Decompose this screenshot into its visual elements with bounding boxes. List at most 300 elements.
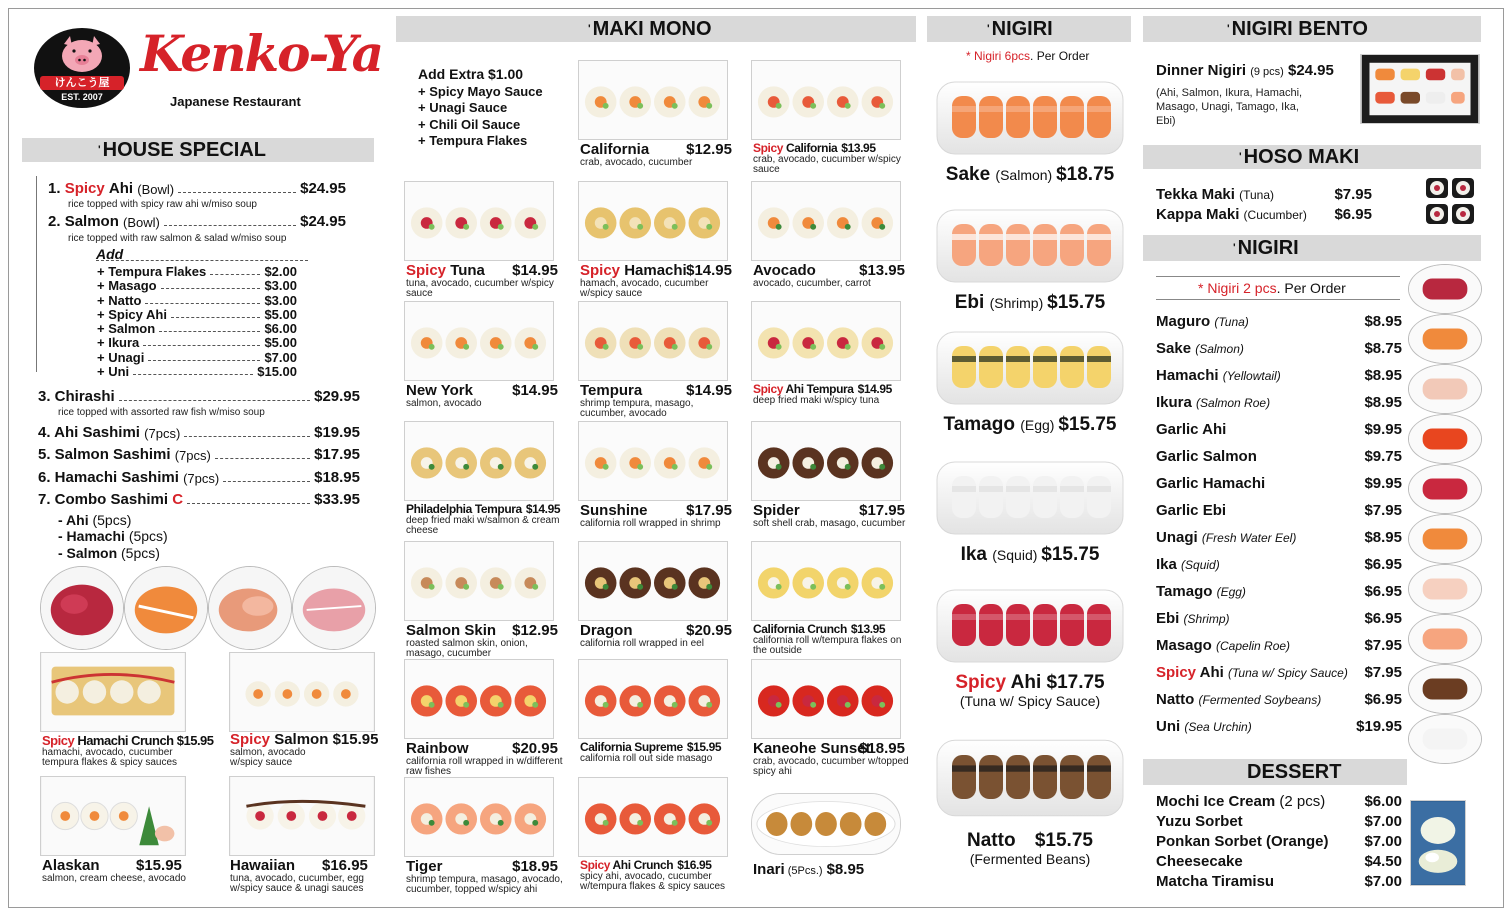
nigiri-photo — [1408, 664, 1482, 714]
maki-item-name — [406, 740, 564, 757]
nigiri2-price: $8.95 — [1364, 313, 1402, 330]
maki-item-name — [580, 382, 738, 399]
maki-item — [753, 141, 911, 175]
maki-price: $14.95 — [512, 262, 558, 279]
extras-title: Add Extra $1.00 — [418, 66, 524, 82]
sashimi-photo — [208, 566, 292, 650]
dessert-item — [1156, 833, 1402, 855]
maki-price: $13.95 — [850, 622, 886, 636]
nigiri2-name: Garlic Hamachi — [1156, 475, 1266, 492]
maki-name: California Crunch — [753, 622, 847, 636]
maki-desc: spicy ahi, avocado, cucumber w/tempura flakes & spicy sauces — [580, 871, 726, 892]
maki-name: California — [580, 141, 650, 158]
nigiri-price: $17.75 — [1046, 672, 1105, 693]
nigiri-plate-photo — [934, 76, 1126, 160]
nigiri-photo — [1408, 314, 1482, 364]
sashimi-photo — [40, 566, 124, 650]
nigiri2-price: $8.75 — [1364, 340, 1402, 357]
roll-photo — [404, 181, 554, 261]
nigiri-name: Natto — [967, 830, 1021, 851]
maki-price: $17.95 — [859, 502, 905, 519]
nigiri-plate-photo — [934, 456, 1126, 540]
nigiri2-item — [1156, 502, 1402, 524]
maki-desc: crab, avocado, cucumber w/topped spicy ahi — [753, 756, 909, 777]
house-item-1 — [48, 180, 346, 197]
nigiri2-item — [1156, 664, 1402, 686]
maki-name: Tuna — [450, 262, 485, 279]
maki-name: Ahi Crunch — [612, 858, 674, 872]
nigiri2-sub: (Capelin Roe) — [1216, 639, 1291, 653]
dessert-name: Mochi Ice Cream — [1156, 793, 1280, 810]
dessert-item — [1156, 793, 1402, 815]
nigiri-name: Tamago — [943, 414, 1021, 435]
maki-item-name — [580, 262, 738, 279]
roll-photo — [404, 777, 554, 857]
nigiri2-item — [1156, 610, 1402, 632]
spicy-label: Spicy — [406, 262, 451, 279]
roll-photo — [751, 301, 901, 381]
nigiri-sub: (Salmon) — [995, 167, 1057, 183]
maki-item-name — [406, 622, 564, 639]
add-item: + Salmon $6.00 — [97, 321, 297, 336]
bento-desc: (Ahi, Salmon, Ikura, Hamachi, Masago, Unagi, Tamago, Ika, Ebi) — [1156, 87, 1303, 127]
nigiri-sub: (Tuna w/ Spicy Sauce) — [959, 693, 1101, 709]
dessert-photo — [1410, 800, 1466, 886]
add-item: + Natto $3.00 — [97, 293, 297, 308]
left-roll-caption: Spicy Hamachi Crunch $15.95 hamachi, avocado, cucumber tempura flakes & spicy sauces — [42, 733, 214, 768]
nigiri2-item — [1156, 583, 1402, 605]
nigiri2-name: Ahi — [1199, 664, 1228, 681]
house-item-3: 3. Chirashi $29.95 — [38, 388, 360, 405]
maki-name: Hamachi — [624, 262, 687, 279]
maki-desc: soft shell crab, masago, cucumber — [753, 518, 906, 529]
nigiri-plate-photo — [934, 734, 1126, 822]
maki-note: (5Pcs.) — [784, 865, 823, 877]
nigiri6-item — [928, 672, 1132, 708]
nigiri2-item — [1156, 718, 1402, 740]
nigiri-price: $15.75 — [1058, 414, 1117, 435]
add-label: Add — [96, 246, 124, 262]
roll-photo — [578, 301, 728, 381]
roll-photo — [404, 659, 554, 739]
maki-desc: avocado, cucumber, carrot — [753, 278, 871, 289]
nigiri2-sub: (Yellowtail) — [1222, 369, 1281, 383]
maki-price: $12.95 — [686, 141, 732, 158]
roll-photo — [404, 421, 554, 501]
maki-desc: salmon, avocado — [406, 398, 482, 409]
maki-desc: shrimp tempura, masago, avocado, cucumber, topped w/spicy ahi — [406, 874, 563, 895]
nigiri2-item — [1156, 421, 1402, 443]
dessert-price: $7.00 — [1364, 813, 1402, 830]
combo-part: - Salmon (5pcs) — [58, 545, 160, 561]
nigiri6-item — [928, 544, 1132, 566]
maki-name: Salmon Skin — [406, 622, 497, 639]
nigiri-sub: (Squid) — [992, 547, 1042, 563]
maki-desc: deep fried maki w/spicy tuna — [753, 395, 880, 406]
roll-photo — [751, 421, 901, 501]
maki-item — [580, 858, 738, 892]
nigiri2-price: $9.75 — [1364, 448, 1402, 465]
nigiri2-sub: (Fresh Water Eel) — [1201, 531, 1297, 545]
nigiri2-name: Hamachi — [1156, 367, 1223, 384]
nigiri-photo — [1408, 464, 1482, 514]
maki-item — [406, 858, 564, 895]
maki-price: $20.95 — [512, 740, 558, 757]
maki-desc: deep fried maki w/salmon & cream cheese — [406, 515, 560, 536]
maki-item — [753, 502, 911, 529]
nigiri2-name: Ika — [1156, 556, 1182, 573]
add-underline — [96, 260, 308, 261]
nigiri2-item — [1156, 691, 1402, 713]
maki-item-name — [406, 502, 564, 516]
maki-item — [753, 262, 911, 289]
nigiri2-price: $9.95 — [1364, 421, 1402, 438]
nigiri2-item — [1156, 529, 1402, 551]
house-item-1-desc: rice topped with spicy raw ahi w/miso soup — [68, 199, 257, 210]
nigiri2-name: Garlic Ebi — [1156, 502, 1227, 519]
dessert-item — [1156, 853, 1402, 875]
nigiri2-price: $7.95 — [1364, 502, 1402, 519]
spicy-label: Spicy — [955, 672, 1011, 693]
nigiri2-sub: (Salmon) — [1195, 342, 1244, 356]
maki-name: Kaneohe Sunset — [753, 740, 871, 757]
roll-photo — [404, 301, 554, 381]
maki-name: Ahi Tempura — [785, 382, 854, 396]
left-roll-caption: Alaskan $15.95 salmon, cream cheese, avocado — [42, 857, 186, 884]
house-item-6: 6. Hamachi Sashimi (7pcs) $18.95 — [38, 469, 360, 486]
nigiri-photo — [1408, 614, 1482, 664]
left-roll-caption: Spicy Salmon $15.95 salmon, avocado w/spicy sauce — [230, 731, 379, 768]
spicy-label: Spicy — [753, 382, 786, 396]
brand-tagline: Japanese Restaurant — [170, 94, 301, 109]
nigiri2-sub: (Sea Urchin) — [1184, 720, 1252, 734]
maki-name: California — [785, 141, 838, 155]
dessert-name: Ponkan Sorbet (Orange) — [1156, 833, 1329, 850]
nigiri2-name: Unagi — [1156, 529, 1202, 546]
nigiri-photo — [1408, 564, 1482, 614]
maki-desc: california roll out side masago — [580, 753, 713, 764]
nigiri2-name: Garlic Ahi — [1156, 421, 1227, 438]
roll-photo — [229, 652, 375, 732]
nigiri6-item — [928, 164, 1132, 186]
nigiri2-price: $7.95 — [1364, 637, 1402, 654]
maki-item — [406, 740, 564, 777]
nigiri2-header: ' NIGIRI — [1143, 235, 1481, 261]
maki-item — [580, 262, 738, 299]
roll-photo — [40, 776, 186, 856]
maki-name: New York — [406, 382, 473, 399]
maki-desc: california roll w/tempura flakes on the outside — [753, 635, 902, 656]
maki-item-name — [406, 262, 564, 279]
dessert-name: Yuzu Sorbet — [1156, 813, 1243, 830]
extras-item: + Tempura Flakes — [418, 133, 528, 148]
maki-price: $17.95 — [686, 502, 732, 519]
nigiri-photo — [1408, 514, 1482, 564]
nigiri6-item — [928, 830, 1132, 866]
nigiri2-price: $6.95 — [1364, 556, 1402, 573]
add-item: + Uni $15.00 — [97, 364, 297, 379]
nigiri2-price: $8.95 — [1364, 367, 1402, 384]
nigiri-sub: (Fermented Beans) — [969, 851, 1091, 867]
sashimi-photo — [124, 566, 208, 650]
maki-item-name — [580, 740, 738, 754]
house-special-bracket — [36, 176, 37, 372]
maki-item-name — [580, 502, 738, 519]
maki-name: Sunshine — [580, 502, 648, 519]
nigiri2-price: $9.95 — [1364, 475, 1402, 492]
maki-price: $14.95 — [512, 382, 558, 399]
roll-photo — [578, 421, 728, 501]
nigiri2-name: Garlic Salmon — [1156, 448, 1257, 465]
roll-photo — [751, 181, 901, 261]
house-item-7: 7. Combo Sashimi C $33.95 — [38, 491, 360, 508]
maki-name: Tempura — [580, 382, 643, 399]
nigiri2-name: Uni — [1156, 718, 1185, 735]
maki-item-name — [406, 382, 564, 399]
nigiri-price: $15.75 — [1041, 544, 1100, 565]
maki-name: Rainbow — [406, 740, 469, 757]
dessert-item — [1156, 813, 1402, 835]
nigiri2-name: Natto — [1156, 691, 1199, 708]
maki-name: California Supreme — [580, 740, 683, 754]
maki-price: $18.95 — [859, 740, 905, 757]
maki-item — [580, 740, 738, 764]
nigiri2-item — [1156, 448, 1402, 470]
maki-item — [753, 622, 911, 656]
maki-name: Avocado — [753, 262, 816, 279]
nigiri-name: Sake — [945, 164, 996, 185]
hoso-item: Tekka Maki (Tuna) $7.95 — [1156, 186, 1372, 203]
house-item-2 — [48, 213, 346, 230]
nigiri2-sub: (Shrimp) — [1183, 612, 1230, 626]
left-roll-caption: Hawaiian $16.95 tuna, avocado, cucumber, egg w/spicy sauce & unagi sauces — [230, 857, 368, 894]
roll-photo — [578, 777, 728, 857]
roll-photo — [578, 541, 728, 621]
maki-item-name — [753, 262, 911, 279]
nigiri-price: $15.75 — [1034, 830, 1093, 851]
house-item-2-number: 2. — [48, 213, 61, 230]
maki-desc: shrimp tempura, masago, cucumber, avocado — [580, 398, 694, 419]
sashimi-photo — [292, 566, 376, 650]
nigiri6-item — [928, 414, 1132, 436]
nigiri2-sub: (Fermented Soybeans) — [1198, 693, 1322, 707]
maki-desc: hamach, avocado, cucumber w/spicy sauce — [580, 278, 709, 299]
nigiri2-note: * Nigiri 2 pcs. Per Order — [1198, 280, 1346, 296]
maki-desc: tuna, avocado, cucumber w/spicy sauce — [406, 278, 554, 299]
nigiri-photo — [1408, 714, 1482, 764]
maki-name: Inari — [753, 861, 785, 878]
hoso-item: Kappa Maki (Cucumber) $6.95 — [1156, 206, 1372, 223]
maki-mono-header: ' MAKI MONO — [396, 16, 916, 42]
add-item: + Masago $3.00 — [97, 278, 297, 293]
maki-price: $13.95 — [859, 262, 905, 279]
combo-part: - Hamachi (5pcs) — [58, 528, 168, 544]
maki-item-name — [580, 622, 738, 639]
nigiri-photo — [1408, 264, 1482, 314]
nigiri-name: Ika — [960, 544, 993, 565]
roll-photo — [751, 60, 901, 140]
maki-desc: roasted salmon skin, onion, masago, cucumber — [406, 638, 528, 659]
maki-item — [753, 740, 911, 777]
maki-name: Tiger — [406, 858, 443, 875]
nigiri2-price: $8.95 — [1364, 394, 1402, 411]
maki-desc: california roll wrapped in shrimp — [580, 518, 721, 529]
nigiri-photo — [1408, 364, 1482, 414]
maki-item-name — [753, 141, 911, 155]
dessert-price: $6.00 — [1364, 793, 1402, 810]
nigiri-bento-header: ' NIGIRI BENTO — [1143, 16, 1481, 42]
roll-photo — [578, 60, 728, 140]
nigiri2-name: Ikura — [1156, 394, 1197, 411]
bento-line: Dinner Nigiri (9 pcs) $24.95 — [1156, 62, 1334, 79]
nigiri2-item — [1156, 475, 1402, 497]
maki-item-name — [406, 858, 564, 875]
logo — [34, 28, 130, 108]
nigiri6-item — [928, 292, 1132, 314]
maki-item — [580, 382, 738, 419]
roll-photo — [578, 659, 728, 739]
nigiri2-item — [1156, 340, 1402, 362]
nigiri2-name: Ebi — [1156, 610, 1184, 627]
nigiri2-name: Maguro — [1156, 313, 1215, 330]
extras-item: + Chili Oil Sauce — [418, 117, 521, 132]
maki-item — [406, 622, 564, 659]
add-item: + Unagi $7.00 — [97, 350, 297, 365]
add-item: + Tempura Flakes $2.00 — [97, 264, 297, 279]
nigiri-photo — [1408, 414, 1482, 464]
brand-name: Kenko-Ya — [140, 24, 382, 83]
maki-price: $20.95 — [686, 622, 732, 639]
nigiri2-price: $8.95 — [1364, 529, 1402, 546]
nigiri-note: * Nigiri 6pcs. Per Order — [966, 49, 1090, 63]
add-item: + Ikura $5.00 — [97, 335, 297, 350]
nigiri-header: ' NIGIRI — [927, 16, 1131, 42]
house-item-2-name: Salmon — [64, 213, 119, 230]
nigiri-name: Ahi — [1010, 672, 1047, 693]
extras-item: + Unagi Sauce — [418, 100, 508, 115]
maki-desc: california roll wrapped in eel — [580, 638, 704, 649]
nigiri-name: Ebi — [954, 292, 990, 313]
maki-desc: california roll wrapped in w/different raw fishes — [406, 756, 563, 777]
maki-item — [580, 502, 738, 529]
maki-name: Dragon — [580, 622, 633, 639]
maki-desc: crab, avocado, cucumber — [580, 157, 693, 168]
bento-photo — [1360, 54, 1480, 124]
nigiri-sub: (Shrimp) — [989, 295, 1048, 311]
maki-item-name — [753, 861, 911, 878]
maki-item — [580, 141, 738, 168]
maki-price: $14.95 — [525, 502, 561, 516]
dessert-name: Matcha Tiramisu — [1156, 873, 1275, 890]
spicy-label: Spicy — [580, 262, 625, 279]
nigiri2-note-line-bottom — [1156, 299, 1400, 300]
dessert-item — [1156, 873, 1402, 895]
roll-photo — [751, 541, 901, 621]
maki-price: $14.95 — [857, 382, 892, 396]
dessert-price: $7.00 — [1364, 833, 1402, 850]
nigiri2-sub: (Salmon Roe) — [1196, 396, 1271, 410]
spicy-label: Spicy — [753, 141, 786, 155]
nigiri2-name: Tamago — [1156, 583, 1217, 600]
nigiri2-note-line-top — [1156, 276, 1400, 277]
house-item-2-note: (Bowl) — [123, 215, 160, 230]
maki-item-name — [753, 740, 911, 757]
dessert-name: Cheesecake — [1156, 853, 1243, 870]
maki-price: $14.95 — [686, 262, 732, 279]
maki-name: Philadelphia Tempura — [406, 502, 522, 516]
maki-item-name — [580, 858, 738, 872]
maki-item — [406, 502, 564, 536]
nigiri2-sub: (Tuna) — [1214, 315, 1249, 329]
nigiri-plate-photo — [934, 584, 1126, 668]
nigiri2-item — [1156, 556, 1402, 578]
house-special-header: ' HOUSE SPECIAL — [22, 138, 374, 162]
nigiri2-price: $19.95 — [1356, 718, 1402, 735]
nigiri2-price: $6.95 — [1364, 583, 1402, 600]
nigiri2-item — [1156, 313, 1402, 335]
maki-price: $18.95 — [512, 858, 558, 875]
maki-name: Spider — [753, 502, 800, 519]
maki-price: $12.95 — [512, 622, 558, 639]
nigiri2-sub: (Squid) — [1181, 558, 1220, 572]
maki-price: $15.95 — [686, 740, 722, 754]
roll-photo — [40, 652, 186, 732]
nigiri2-item — [1156, 637, 1402, 659]
dessert-sub: (2 pcs) — [1279, 793, 1326, 810]
nigiri2-name: Sake — [1156, 340, 1196, 357]
roll-photo — [229, 776, 375, 856]
spicy-label: Spicy — [64, 180, 105, 197]
house-item-1-note: (Bowl) — [137, 182, 175, 197]
roll-photo — [404, 541, 554, 621]
nigiri-plate-photo — [934, 326, 1126, 410]
house-item-4: 4. Ahi Sashimi (7pcs) $19.95 — [38, 424, 360, 441]
maki-item-name — [753, 382, 911, 396]
spicy-label: Spicy — [1156, 664, 1200, 681]
roll-photo — [578, 181, 728, 261]
nigiri-price: $15.75 — [1047, 292, 1106, 313]
logo-japanese: けんこう屋 — [40, 76, 124, 90]
maki-item — [406, 382, 564, 409]
nigiri2-price: $6.95 — [1364, 610, 1402, 627]
house-item-2-desc: rice topped with raw salmon & salad w/miso soup — [68, 233, 287, 244]
maki-item — [753, 382, 911, 406]
logo-est: EST. 2007 — [61, 92, 103, 102]
spicy-label: Spicy — [580, 858, 613, 872]
house-item-3-desc: rice topped with assorted raw fish w/miso soup — [58, 407, 265, 418]
maki-price: $14.95 — [686, 382, 732, 399]
combo-part: - Ahi (5pcs) — [58, 512, 132, 528]
nigiri2-item — [1156, 394, 1402, 416]
maki-desc: crab, avocado, cucumber w/spicy sauce — [753, 154, 901, 175]
roll-photo — [751, 659, 901, 739]
house-item-5: 5. Salmon Sashimi (7pcs) $17.95 — [38, 446, 360, 463]
nigiri2-sub: (Egg) — [1216, 585, 1246, 599]
maki-item — [580, 622, 738, 649]
extras-item: + Spicy Mayo Sauce — [418, 84, 543, 99]
pig-logo-icon — [56, 34, 108, 74]
house-item-2-price: $24.95 — [300, 213, 346, 230]
dessert-price: $4.50 — [1364, 853, 1402, 870]
hoso-maki-header: ' HOSO MAKI — [1143, 145, 1481, 169]
hoso-maki-photo — [1420, 170, 1480, 230]
house-item-1-name: Ahi — [108, 180, 134, 197]
add-item: + Spicy Ahi $5.00 — [97, 307, 297, 322]
maki-price: $16.95 — [677, 858, 712, 872]
nigiri-price: $18.75 — [1056, 164, 1115, 185]
house-item-1-price: $24.95 — [300, 180, 346, 197]
nigiri-sub: (Egg) — [1020, 417, 1059, 433]
